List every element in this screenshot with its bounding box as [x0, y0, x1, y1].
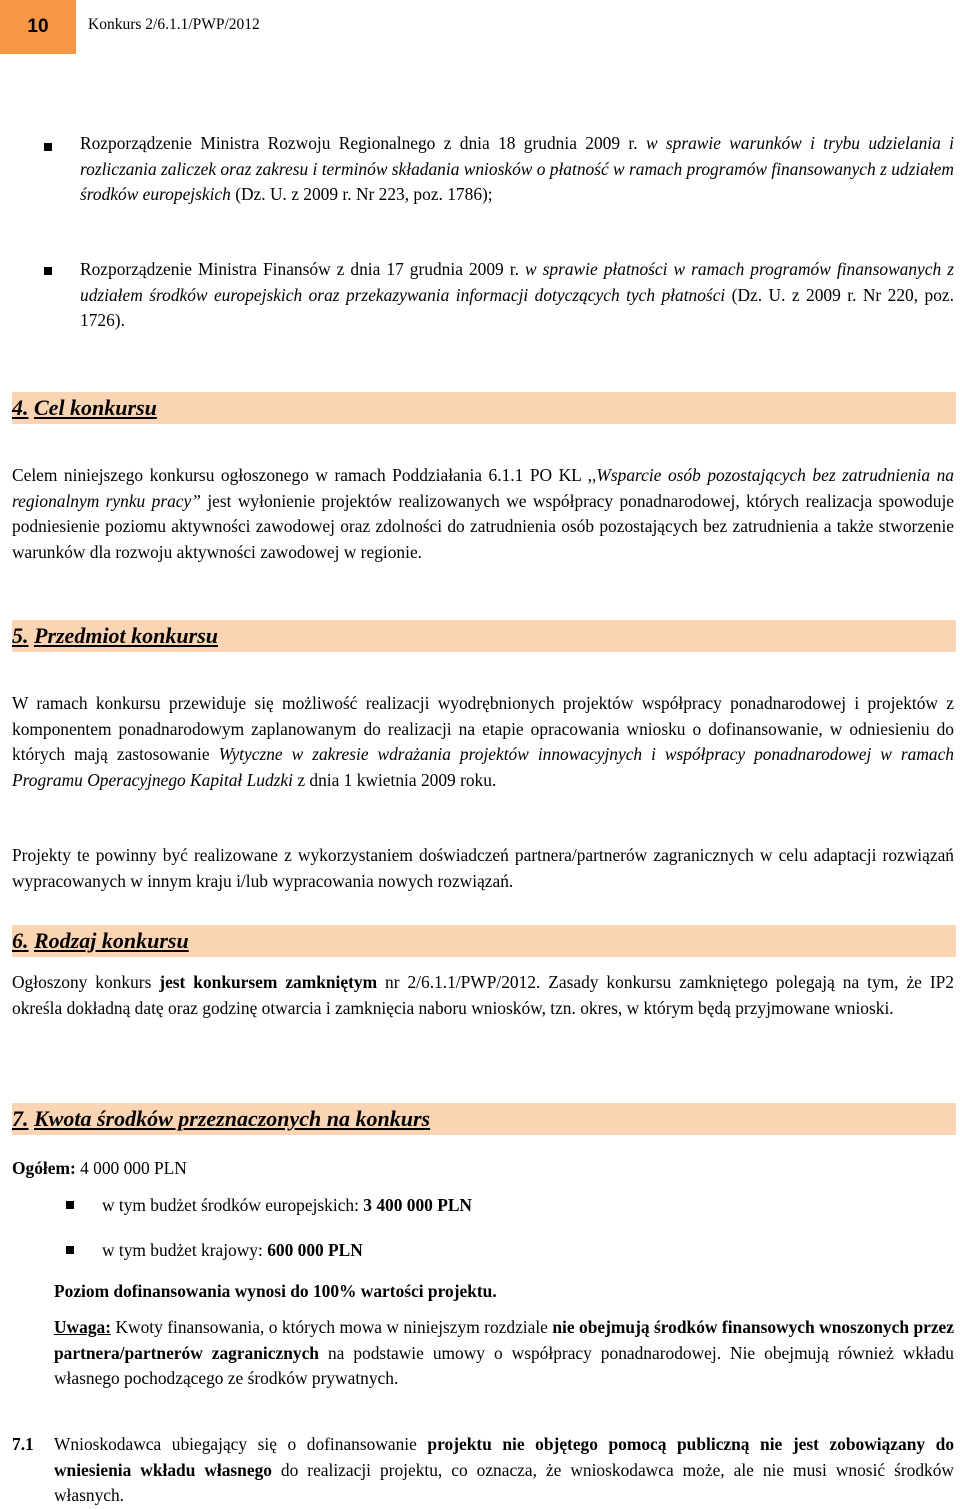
section-4-paragraph: Celem niniejszego konkursu ogłoszonego w ramach Poddziałania 6.1.1 PO KL ,,Wsparcie osób pozostających bez zatrudnienia na regionalnym rynku pracy” jest wyłonienie projektów realizowanych we współpracy ponadnarodowej, których realizacja spowoduje podniesienie poziomu aktywności zawodowej oraz zdolności do zatrudnienia osób pozostających bez zatrudnienia a także stworzenie warunków dla rozwoju aktywności zawodowej w regionie.: [12, 465, 954, 562]
section-heading-6: 6. Rodzaj konkursu: [12, 925, 956, 957]
section-5-paragraph-1: W ramach konkursu przewiduje się możliwość realizacji wyodrębnionych projektów współpracy ponadnarodowej i projektów z komponentem ponadnarodowym zaplanowanym do realizacji na etapie opracowania wniosku o dofinansowanie, w odniesieniu do których mają zastosowanie Wytyczne w zakresie wdrażania projektów innowacyjnych i współpracy ponadnarodowej w ramach Programu Operacyjnego Kapitał Ludzki z dnia 1 kwietnia 2009 roku.: [12, 693, 954, 790]
total-amount: Ogółem: 4 000 000 PLN: [12, 1158, 187, 1178]
bullet-icon: [44, 267, 52, 275]
section-heading-5: 5. Przedmiot konkursu: [12, 620, 956, 652]
eu-budget-amount: w tym budżet środków europejskich: 3 400 000 PLN: [102, 1195, 472, 1215]
section-6-paragraph: Ogłoszony konkurs jest konkursem zamkniętym nr 2/6.1.1/PWP/2012. Zasady konkursu zamkniętego polegają na tym, że IP2 określa dokładną datę oraz godzinę otwarcia i zamknięcia naboru wniosków, tzn. okres, w którym będą przyjmowane wnioski.: [12, 972, 954, 1018]
section-heading-7: 7. Kwota środków przeznaczonych na konkurs: [12, 1103, 956, 1135]
legal-ref-1: Rozporządzenie Ministra Rozwoju Regionalnego z dnia 18 grudnia 2009 r. w sprawie warunków i trybu udzielania i rozliczania zaliczek oraz zakresu i terminów składania wniosków o płatność w ramach programów finansowanych z udziałem środków europejskich (Dz. U. z 2009 r. Nr 223, poz. 1786);: [80, 133, 954, 204]
bullet-icon: [66, 1201, 74, 1209]
section-heading-4: 4. Cel konkursu: [12, 392, 956, 424]
section-5-paragraph-2: Projekty te powinny być realizowane z wykorzystaniem doświadczeń partnera/partnerów zagranicznych w celu adaptacji rozwiązań wypracowanych w innym kraju i/lub wypracowania nowych rozwiązań.: [12, 845, 954, 891]
note-paragraph: Uwaga: Kwoty finansowania, o których mowa w niniejszym rozdziale nie obejmują środków finansowych wnoszonych przez partnera/partnerów zagranicznych na podstawie umowy o współpracy ponadnarodowej. Nie obejmują również wkładu własnego pochodzącego ze środków prywatnych.: [54, 1317, 955, 1388]
national-budget-amount: w tym budżet krajowy: 600 000 PLN: [102, 1240, 363, 1260]
page-number: 10: [0, 0, 76, 54]
legal-ref-2: Rozporządzenie Ministra Finansów z dnia 17 grudnia 2009 r. w sprawie płatności w ramach programów finansowanych z udziałem środków europejskich oraz przekazywania informacji dotyczących tych płatności (Dz. U. z 2009 r. Nr 220, poz. 1726).: [80, 259, 954, 330]
cofinancing-level: Poziom dofinansowania wynosi do 100% wartości projektu.: [54, 1281, 497, 1301]
subsection-number-7-1: 7.1: [12, 1434, 34, 1454]
bullet-icon: [66, 1246, 74, 1254]
bullet-icon: [44, 143, 52, 151]
subsection-7-1-paragraph: Wnioskodawca ubiegający się o dofinansowanie projektu nie objętego pomocą publiczną nie jest zobowiązany do wniesienia wkładu własnego do realizacji projektu, co oznacza, że wnioskodawca może, ale nie musi wnosić środków własnych.: [54, 1434, 955, 1505]
document-header: Konkurs 2/6.1.1/PWP/2012: [88, 16, 260, 33]
